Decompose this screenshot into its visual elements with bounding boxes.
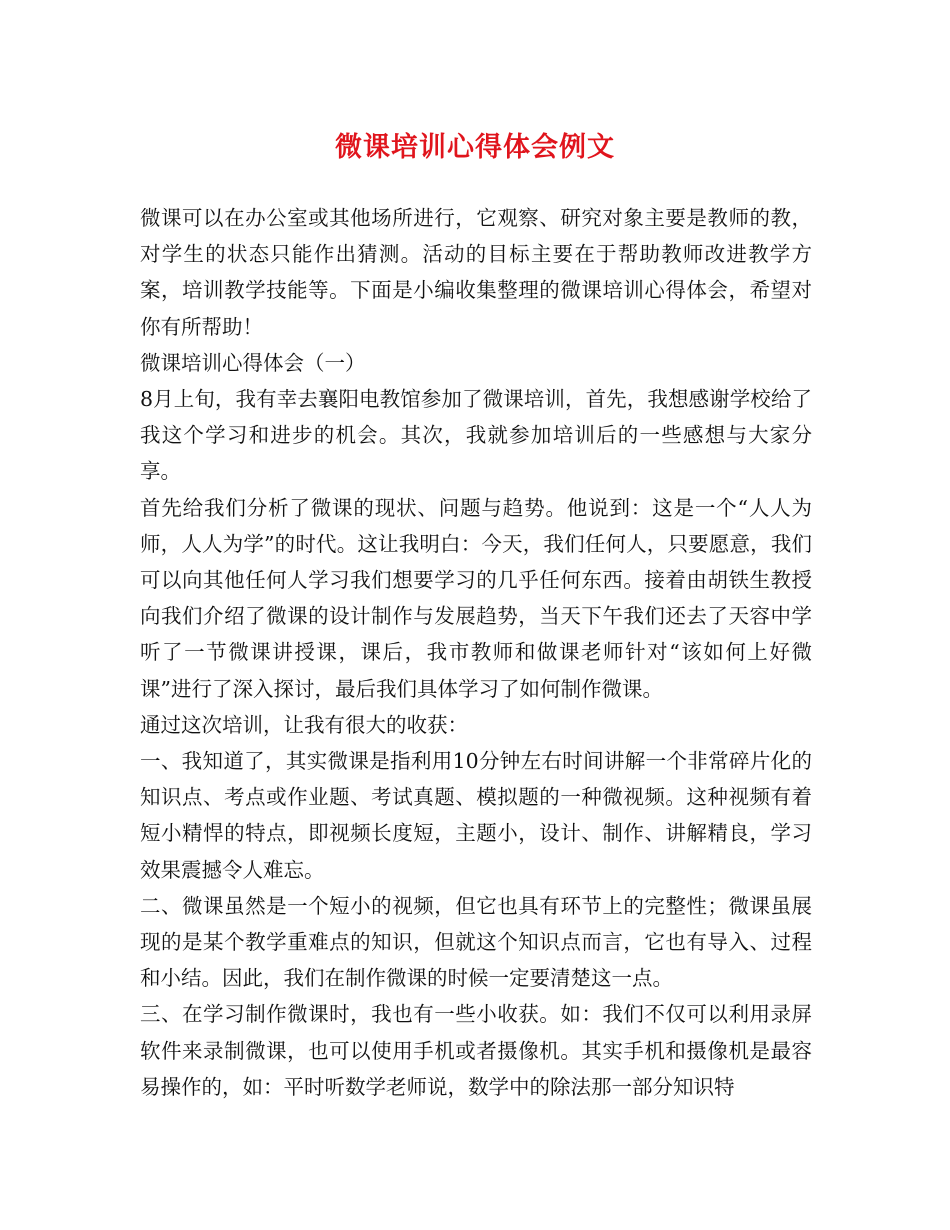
document-body [140,200,812,1105]
body-paragraph: 首先给我们分析了微课的现状、问题与趋势。他说到：这是一个“人人为师，人人为学”的时代。这让我明白：今天，我们任何人，只要愿意，我们可以向其他任何人学习我们想要学习的几乎任何东西。接着由胡铁生教授向我们介绍了微课的设计制作与发展趋势，当天下午我们还去了天容中学听了一节微课讲授课，课后，我市教师和做课老师针对“该如何上好微课”进行了深入探讨，最后我们具体学习了如何制作微课。 [140,495,812,701]
list-item-paragraph: 三、在学习制作微课时，我也有一些小收获。如：我们不仅可以利用录屏软件来录制微课，也可以使用手机或者摄像机。其实手机和摄像机是最容易操作的，如：平时听数学老师说，数学中的除法那一部分知识特 [140,1002,812,1099]
list-item-paragraph: 二、微课虽然是一个短小的视频，但它也具有环节上的完整性；微课虽展现的是某个教学重难点的知识，但就这个知识点而言，它也有导入、过程和小结。因此，我们在制作微课的时候一定要清楚这一点。 [140,893,812,991]
list-item-paragraph: 一、我知道了，其实微课是指利用10分钟左右时间讲解一个非常碎片化的知识点、考点或作业题、考试真题、模拟题的一种微视频。这种视频有着短小精悍的特点，即视频长度短，主题小，设计、制作、讲解精良，学习效果震撼令人难忘。 [140,749,812,882]
section-heading: 微课培训心得体会（一） [140,350,366,375]
document-title: 微课培训心得体会例文 [335,132,615,163]
intro-paragraph: 微课可以在办公室或其他场所进行，它观察、研究对象主要是教师的教，对学生的状态只能作出猜测。活动的目标主要在于帮助教师改进教学方案，培训教学技能等。下面是小编收集整理的微课培训心得体会，希望对你有所帮助！ [140,206,812,339]
body-paragraph: 通过这次培训，让我有很大的收获： [140,712,468,737]
body-paragraph: 8月上旬，我有幸去襄阳电教馆参加了微课培训，首先，我想感谢学校给了我这个学习和进步的机会。其次，我就参加培训后的一些感想与大家分享。 [140,387,812,484]
